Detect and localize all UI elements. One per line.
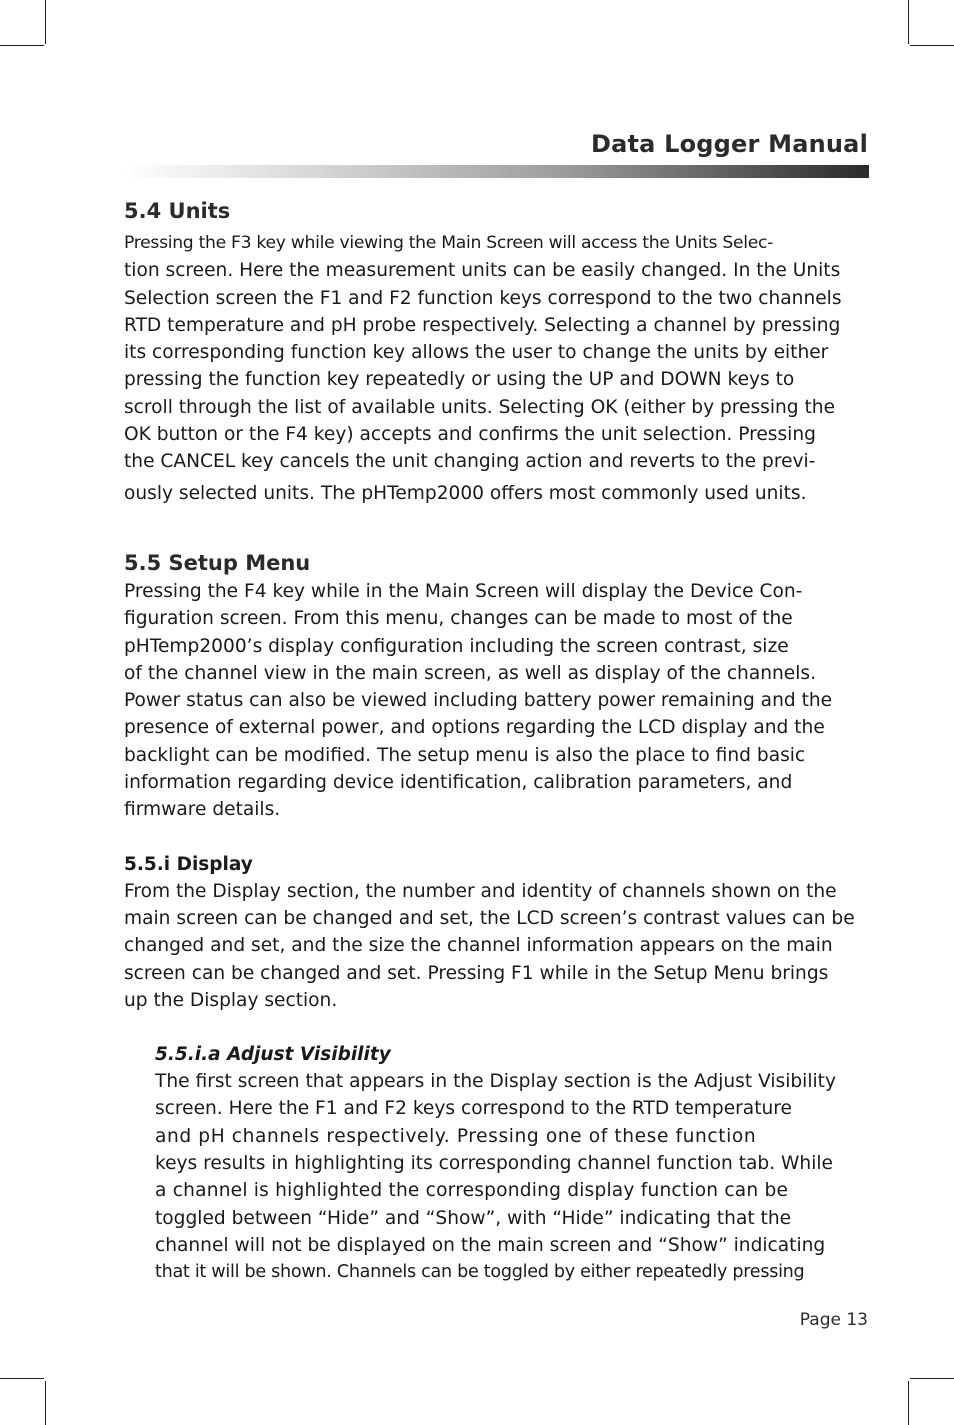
- section-heading-setup-menu: 5.5 Setup Menu: [124, 550, 311, 575]
- text-line: The first screen that appears in the Display section is the Adjust Visibility: [155, 1071, 836, 1093]
- text-line: From the Display section, the number and identity of channels shown on the: [124, 880, 837, 902]
- adjust-visibility-block: [155, 1041, 872, 1286]
- text-line: figuration screen. From this menu, changes can be made to most of the: [124, 608, 793, 630]
- text-line: up the Display section.: [124, 989, 338, 1011]
- text-line: pHTemp2000’s display configuration including the screen contrast, size: [124, 635, 789, 657]
- crop-mark: [908, 0, 909, 44]
- text-line: channel will not be displayed on the main screen and “Show” indicating: [155, 1234, 826, 1256]
- text-line: main screen can be changed and set, the LCD screen’s contrast values can be: [124, 907, 855, 929]
- display-paragraph: [124, 878, 872, 1014]
- page-number: Page 13: [799, 1310, 868, 1330]
- crop-mark: [45, 1381, 46, 1425]
- text-line: a channel is highlighted the corresponding display function can be: [155, 1180, 789, 1202]
- text-line: the CANCEL key cancels the unit changing action and reverts to the previ-: [124, 451, 816, 473]
- crop-mark: [910, 1378, 954, 1379]
- setup-menu-paragraph: [124, 578, 872, 824]
- text-line: screen. Here the F1 and F2 keys correspond to the RTD temperature: [155, 1098, 792, 1120]
- text-line: Selection screen the F1 and F2 function keys correspond to the two channels: [124, 287, 842, 309]
- text-line: and pH channels respectively. Pressing one of these function: [155, 1125, 757, 1147]
- text-line: RTD temperature and pH probe respectively. Selecting a channel by pressing: [124, 314, 841, 336]
- subsubsection-heading-adjust-visibility: 5.5.i.a Adjust Visibility: [155, 1044, 391, 1066]
- text-line: firmware details.: [124, 799, 281, 821]
- text-line: toggled between “Hide” and “Show”, with “Hide” indicating that the: [155, 1207, 792, 1229]
- text-line: backlight can be modified. The setup menu is also the place to find basic: [124, 744, 806, 766]
- text-line: pressing the function key repeatedly or using the UP and DOWN keys to: [124, 369, 795, 391]
- text-line: keys results in highlighting its corresponding channel function tab. While: [155, 1153, 833, 1175]
- section-heading-units: 5.4 Units: [124, 199, 231, 223]
- header-gradient-rule: [124, 165, 869, 178]
- text-line: tion screen. Here the measurement units can be easily changed. In the Units: [124, 260, 841, 282]
- text-line: Power status can also be viewed including battery power remaining and the: [124, 690, 833, 712]
- crop-mark: [45, 0, 46, 44]
- text-line: Pressing the F4 key while in the Main Screen will display the Device Con-: [124, 580, 803, 602]
- crop-mark: [0, 1378, 44, 1379]
- text-line: ously selected units. The pHTemp2000 offers most commonly used units.: [124, 482, 807, 504]
- text-line: its corresponding function key allows the user to change the units by either: [124, 342, 829, 364]
- running-header-title: Data Logger Manual: [590, 130, 868, 158]
- text-line: scroll through the list of available units. Selecting OK (either by pressing the: [124, 396, 836, 418]
- text-line: Pressing the F3 key while viewing the Main Screen will access the Units Selec-: [124, 233, 774, 253]
- crop-mark: [908, 1381, 909, 1425]
- adjust-visibility-paragraph: [155, 1068, 872, 1286]
- subsection-heading-display: 5.5.i Display: [124, 853, 253, 875]
- text-line: of the channel view in the main screen, as well as display of the channels.: [124, 662, 816, 684]
- text-line: OK button or the F4 key) accepts and confirms the unit selection. Pressing: [124, 424, 816, 446]
- text-line: screen can be changed and set. Pressing F1 while in the Setup Menu brings: [124, 962, 829, 984]
- units-paragraph: [124, 230, 872, 507]
- crop-mark: [0, 45, 44, 46]
- text-line: information regarding device identification, calibration parameters, and: [124, 772, 793, 794]
- crop-mark: [910, 45, 954, 46]
- text-line: that it will be shown. Channels can be toggled by either repeatedly pressing: [155, 1262, 805, 1283]
- text-line: changed and set, and the size the channel information appears on the main: [124, 935, 833, 957]
- text-line: presence of external power, and options regarding the LCD display and the: [124, 717, 825, 739]
- page-content: [124, 196, 872, 1287]
